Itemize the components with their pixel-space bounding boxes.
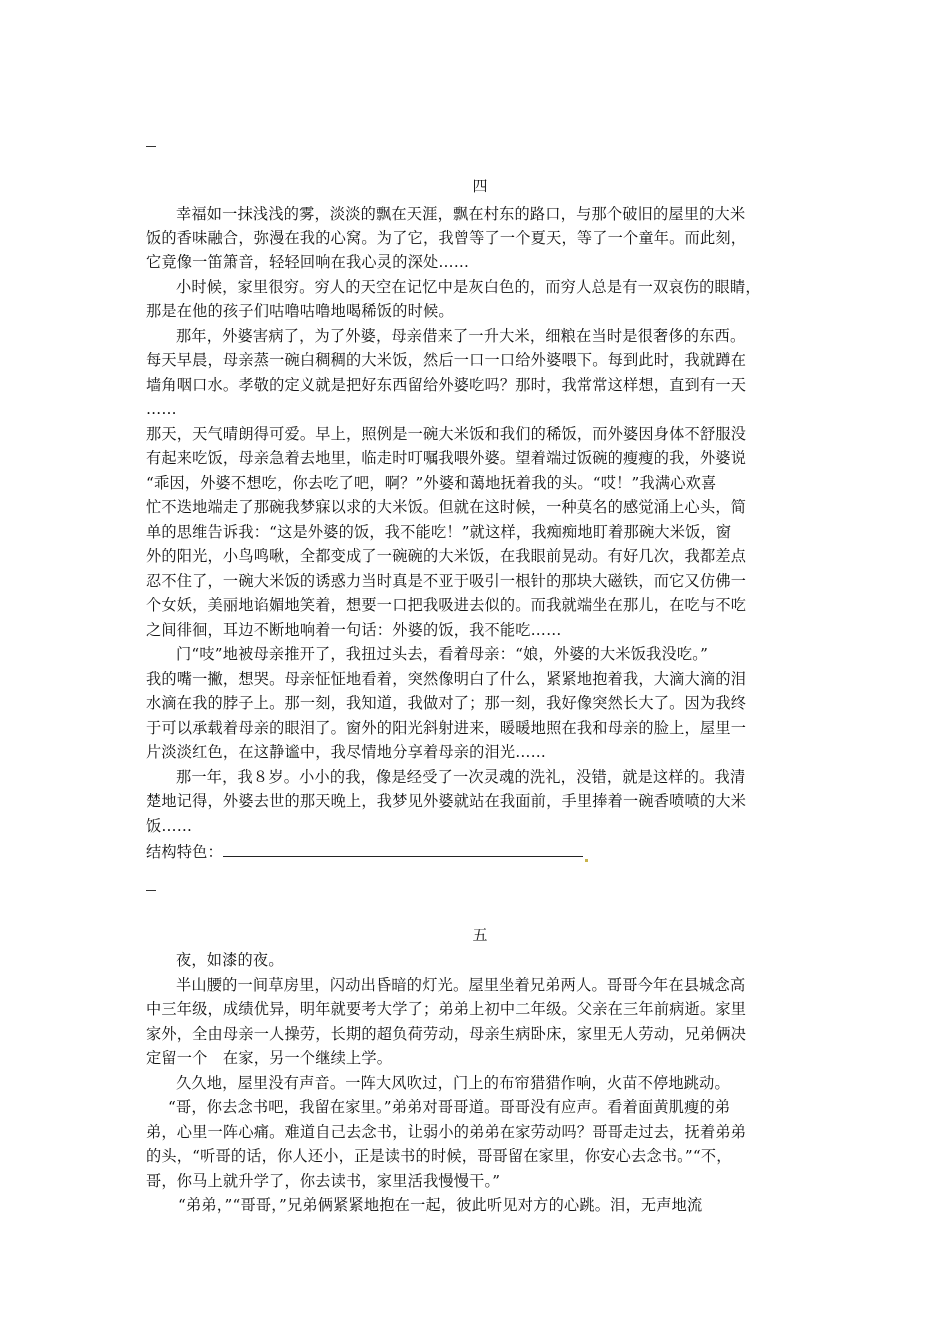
paragraph-line: 外的阳光，小鸟鸣啾，全都变成了一碗碗的大米饭，在我眼前晃动。有好几次，我都差点 [146, 547, 747, 565]
paragraph-line: 定留一个 在家，另一个继续上学。 [146, 1049, 393, 1067]
section-4-heading: 四 [472, 177, 488, 195]
paragraph-line: 那年，外婆害病了，为了外婆，母亲借来了一升大米，细粮在当时是很奢侈的东西。 [176, 327, 746, 345]
question-label: 结构特色： [146, 843, 223, 861]
paragraph-line: “弟弟，”“哥哥，”兄弟俩紧紧地抱在一起，彼此听见对方的心跳。泪，无声地流 [178, 1196, 703, 1214]
answer-blank[interactable] [223, 842, 583, 857]
paragraph-line: …… [146, 400, 177, 418]
paragraph-line: 每天早晨，母亲蒸一碗白稠稠的大米饭，然后一口一口给外婆喂下。每到此时，我就蹲在 [146, 351, 747, 369]
corner-mark [146, 146, 156, 147]
paragraph-line: 有起来吃饭，母亲急着去地里，临走时叮嘱我喂外婆。望着端过饭碗的瘦瘦的我，外婆说 [146, 449, 747, 467]
paragraph-line: 之间徘徊，耳边不断地响着一句话：外婆的饭，我不能吃…… [146, 621, 562, 639]
paragraph-line: 忙不迭地端走了那碗我梦寐以求的大米饭。但就在这时候，一种莫名的感觉涌上心头，简 [146, 498, 747, 516]
paragraph-line: 幸福如一抹浅浅的雾，淡淡的飘在天涯，飘在村东的路口，与那个破旧的屋里的大米 [176, 205, 746, 223]
paragraph-line: 那是在他的孩子们咕噜咕噜地喝稀饭的时候。 [146, 302, 454, 320]
paragraph-line: 门“吱”地被母亲推开了，我扭过头去，看着母亲：“娘，外婆的大米饭我没吃。” [176, 645, 709, 663]
paragraph-line: 那天，天气晴朗得可爱。早上，照例是一碗大米饭和我们的稀饭，而外婆因身体不舒服没 [146, 425, 747, 443]
section-5-heading: 五 [472, 926, 488, 944]
paragraph-line: 饭的香味融合，弥漫在我的心窝。为了它，我曾等了一个夏天，等了一个童年。而此刻， [146, 229, 747, 247]
question-line [146, 842, 814, 862]
paragraph-line: 哥，你马上就升学了，你去读书，家里活我慢慢干。” [146, 1172, 501, 1190]
mark-dot [585, 859, 588, 862]
paragraph-line: 它竟像一笛箫音，轻轻回响在我心灵的深处…… [146, 253, 470, 271]
paragraph-line: 忍不住了，一碗大米饭的诱惑力当时真是不亚于吸引一根针的那块大磁铁，而它又仿佛一 [146, 572, 747, 590]
paragraph-line: 久久地，屋里没有声音。一阵大风吹过，门上的布帘猎猎作响，火苗不停地跳动。 [176, 1074, 730, 1092]
paragraph-line: 半山腰的一间草房里，闪动出昏暗的灯光。屋里坐着兄弟两人。哥哥今年在县城念高 [176, 976, 746, 994]
paragraph-line: 家外，全由母亲一人操劳，长期的超负荷劳动，母亲生病卧床，家里无人劳动，兄弟俩决 [146, 1025, 747, 1043]
paragraph-line: 片淡淡红色，在这静谧中，我尽情地分享着母亲的泪光…… [146, 743, 547, 761]
paragraph-line: 那一年，我８岁。小小的我，像是经受了一次灵魂的洗礼，没错，就是这样的。我清 [176, 768, 746, 786]
paragraph-line: 于可以承载着母亲的眼泪了。窗外的阳光斜射进来，暖暖地照在我和母亲的脸上，屋里一 [146, 719, 747, 737]
paragraph-line: 饭…… [146, 817, 193, 835]
paragraph-line: 墙角咽口水。孝敬的定义就是把好东西留给外婆吃吗？那时，我常常这样想，直到有一天 [146, 376, 747, 394]
paragraph-line: “哥，你去念书吧，我留在家里。”弟弟对哥哥道。哥哥没有应声。看着面黄肌瘦的弟 [168, 1098, 731, 1116]
paragraph-line: 个女妖，美丽地谄媚地笑着，想要一口把我吸进去似的。而我就端坐在那儿，在吃与不吃 [146, 596, 747, 614]
paragraph-line: 水滴在我的脖子上。那一刻，我知道，我做对了；那一刻，我好像突然长大了。因为我终 [146, 694, 747, 712]
paragraph-line: 的头，“听哥的话，你人还小，正是读书的时候，哥哥留在家里，你安心去念书。”“不， [146, 1147, 732, 1165]
paragraph-line: 单的思维告诉我：“这是外婆的饭，我不能吃！”就这样，我痴痴地盯着那碗大米饭，窗 [146, 523, 732, 541]
paragraph-line: 中三年级，成绩优异，明年就要考大学了；弟弟上初中二年级。父亲在三年前病逝。家里 [146, 1000, 747, 1018]
paragraph-line: 弟，心里一阵心痛。难道自己去念书，让弱小的弟弟在家劳动吗？哥哥走过去，抚着弟弟 [146, 1123, 747, 1141]
paragraph-line: 我的嘴一撇，想哭。母亲怔怔地看着，突然像明白了什么，紧紧地抱着我，大滴大滴的泪 [146, 670, 747, 688]
paragraph-line: 楚地记得，外婆去世的那天晚上，我梦见外婆就站在我面前，手里捧着一碗香喷喷的大米 [146, 792, 747, 810]
paragraph-line: “乖因，外婆不想吃，你去吃了吧，啊？”外婆和蔼地抚着我的头。“哎！”我满心欢喜 [146, 474, 717, 492]
corner-mark [146, 890, 156, 891]
paragraph-line: 小时候，家里很穷。穷人的天空在记忆中是灰白色的，而穷人总是有一双哀伤的眼睛， [176, 278, 761, 296]
paragraph-line: 夜，如漆的夜。 [176, 951, 284, 969]
